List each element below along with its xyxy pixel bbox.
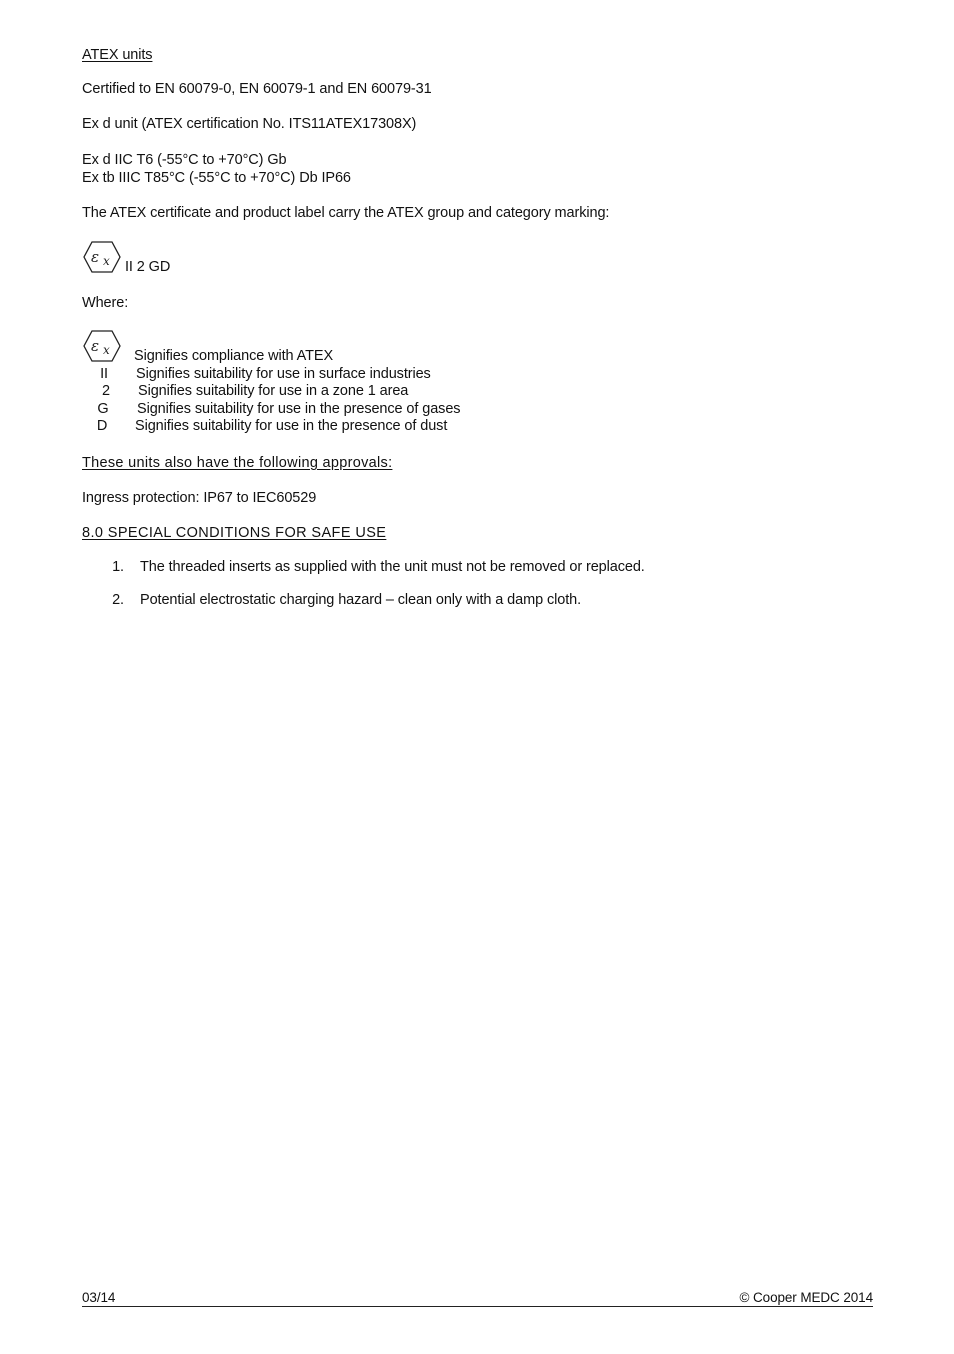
certification-standards-text: Certified to EN 60079-0, EN 60079-1 and EN 60079-31 [82, 81, 432, 97]
legend-meaning: Signifies suitability for use in a zone 1 area [138, 383, 409, 399]
list-item-number: 2. [112, 592, 124, 608]
exd-unit-text: Ex d unit (ATEX certification No. ITS11ATEX17308X) [82, 116, 417, 132]
legend-key: G [97, 401, 109, 417]
legend-meaning: Signifies suitability for use in the presence of gases [137, 401, 461, 417]
svg-text:ε: ε [91, 337, 99, 355]
list-item-text: Potential electrostatic charging hazard – clean only with a damp cloth. [140, 592, 582, 608]
svg-text:x: x [103, 254, 110, 268]
legend-key: II [100, 366, 108, 382]
list-item-number: 1. [112, 559, 124, 575]
footer-date: 03/14 [82, 1290, 116, 1305]
marking-intro-text: The ATEX certificate and product label carry the ATEX group and category marking: [82, 205, 610, 221]
legend-key: D [96, 418, 108, 434]
footer-divider [82, 1306, 873, 1307]
atex-ex-hexagon-icon [82, 240, 122, 274]
rating-line-1: Ex d IIC T6 (-55°C to +70°C) Gb [82, 152, 287, 168]
ingress-protection-text: Ingress protection: IP67 to IEC60529 [82, 490, 317, 506]
where-label: Where: [82, 295, 129, 311]
legend-meaning: Signifies suitability for use in surface industries [136, 366, 431, 382]
symbol-meaning-text: Signifies compliance with ATEX [134, 348, 334, 364]
marking-code: II 2 GD [125, 259, 171, 275]
atex-ex-hexagon-icon [82, 329, 122, 363]
list-item-text: The threaded inserts as supplied with the unit must not be removed or replaced. [140, 559, 645, 575]
footer-copyright: © Cooper MEDC 2014 [739, 1290, 873, 1305]
section-heading-special-conditions: 8.0 SPECIAL CONDITIONS FOR SAFE USE [82, 525, 387, 541]
legend-key: 2 [102, 383, 110, 399]
section-heading-approvals: These units also have the following approvals: [82, 455, 393, 471]
legend-meaning: Signifies suitability for use in the presence of dust [135, 418, 448, 434]
section-heading-atex-units: ATEX units [82, 47, 153, 63]
rating-line-2: Ex tb IIIC T85°C (-55°C to +70°C) Db IP66 [82, 170, 351, 186]
svg-text:ε: ε [91, 248, 99, 266]
svg-text:x: x [103, 343, 110, 357]
